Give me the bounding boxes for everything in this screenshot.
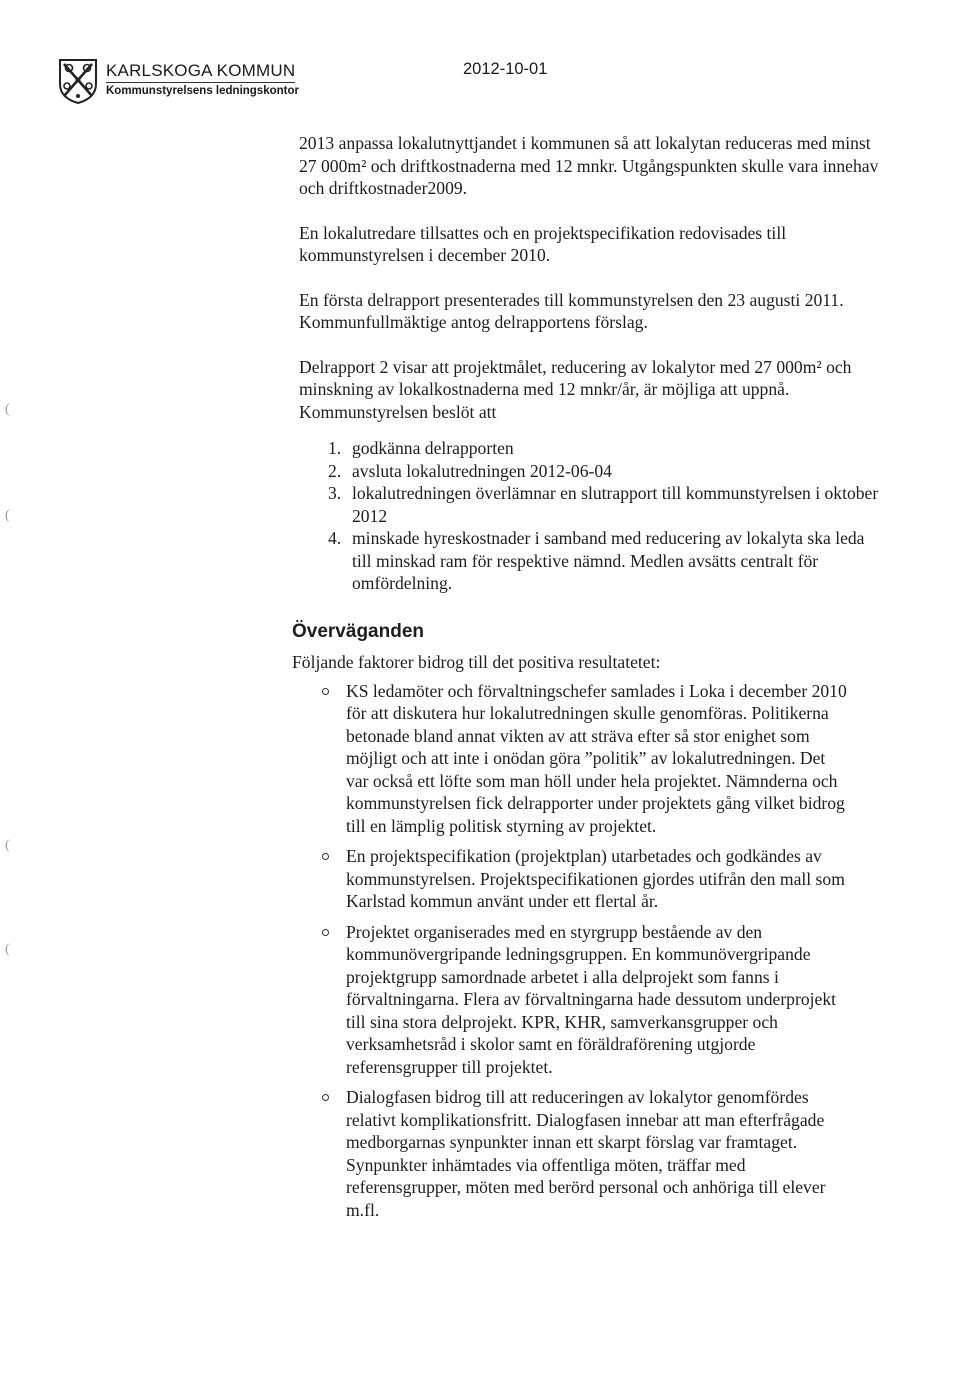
list-item-text: Dialogfasen bidrog till att reduceringen av lokalytor genomfördes relativt komplikationsfritt. Dialogfasen innebar att man efterfrågade medborgarnas synpunkter innan ett skarpt förslag var framtaget. Synpunkter inhämtades via offentliga möten, träffar med referensgrupper, möten med berörd personal och anhöriga till elever m.fl. [346,1087,826,1220]
list-item [328,482,879,527]
list-item [328,437,879,460]
list-item [322,680,851,838]
margin-mark: ( [5,942,10,957]
list-item [328,460,879,483]
paragraph: En första delrapport presenterades till kommunstyrelsen den 23 augusti 2011. Kommunfullmäktige antog delrapportens förslag. [299,289,844,332]
list-item-text: minskade hyreskostnader i samband med reducering av lokalyta ska leda till minskad ram för respektive nämnd. Medlen avsätts centralt för omfördelning. [352,528,865,593]
list-item-text: KS ledamöter och förvaltningschefer samlades i Loka i december 2010 för att diskutera hur lokalutredningen skulle genomföras. Politikerna betonade bland annat vikten av att sträva efter så stor enighet som möjligt och att inte i onödan göra ”politik” av lokalutredningen. Det var också ett löfte som man höll under hela projektet. Nämnderna och kommunstyrelsen fick delrapporter under projektets gång vilket bidrog till en lämplig politisk styrning av projektet. [346,680,847,836]
list-item-text: lokalutredningen överlämnar en slutrapport till kommunstyrelsen i oktober 2012 [352,483,879,526]
organization-name: KARLSKOGA KOMMUN [106,61,295,83]
department-name: Kommunstyrelsens ledningskontor [106,85,299,97]
bullet-icon [322,929,329,936]
list-item [322,921,851,1079]
list-number: 2. [328,460,342,481]
karlskoga-coat-of-arms-logo [58,58,98,104]
margin-mark: ( [5,402,10,417]
list-item-text: avsluta lokalutredningen 2012-06-04 [352,460,612,481]
document-body [299,132,879,595]
margin-mark: ( [5,838,10,853]
bullet-icon [322,688,329,695]
list-item-text: Projektet organiserades med en styrgrupp bestående av den kommunövergripande ledningsgruppen. En kommunövergripande projektgrupp samordnade arbetet i alla delprojekt som fanns i förvaltningarna. Flera av förvaltningarna hade dessutom underprojekt till sina stora delprojekt. KPR, KHR, samverkansgrupper och verksamhetsråd i skolor samt en föräldraförening utgjorde referensgrupper till projektet. [346,921,837,1077]
document-date: 2012-10-01 [463,60,548,78]
list-item [322,1086,851,1221]
list-item-text: En projektspecifikation (projektplan) utarbetades och godkändes av kommunstyrelsen. Projektspecifikationen gjordes utifrån den mall som Karlstad kommun använt under ett flertal år. [346,846,845,911]
bullet-icon [322,1094,329,1101]
list-number: 4. [328,528,342,548]
section-heading: Överväganden [292,621,424,642]
bullet-icon [322,853,329,860]
list-number: 3. [328,483,342,503]
paragraph: 2013 anpassa lokalutnyttjandet i kommunen så att lokalytan reduceras med minst 27 000m² och driftkostnaderna med 12 mnkr. Utgångspunkten skulle vara innehav och driftkostnader2009. [299,133,879,198]
list-item [328,527,879,595]
section-lead: Följande faktorer bidrog till det positiva resultatetet: [292,652,661,672]
list-item-text: godkänna delrapporten [352,438,514,458]
paragraph: Delrapport 2 visar att projektmålet, reducering av lokalytor med 27 000m² och minskning av lokalkostnaderna med 12 mnkr/år, är möjliga att uppnå. Kommunstyrelsen beslöt att [299,356,852,422]
decision-list [328,437,879,595]
list-number: 1. [328,438,342,458]
list-item [322,845,851,913]
paragraph: En lokalutredare tillsattes och en projektspecifikation redovisades till kommunstyrelsen i december 2010. [299,222,787,265]
considerations-section [292,621,892,1229]
bullet-list [322,680,892,1222]
margin-mark: ( [5,508,10,523]
